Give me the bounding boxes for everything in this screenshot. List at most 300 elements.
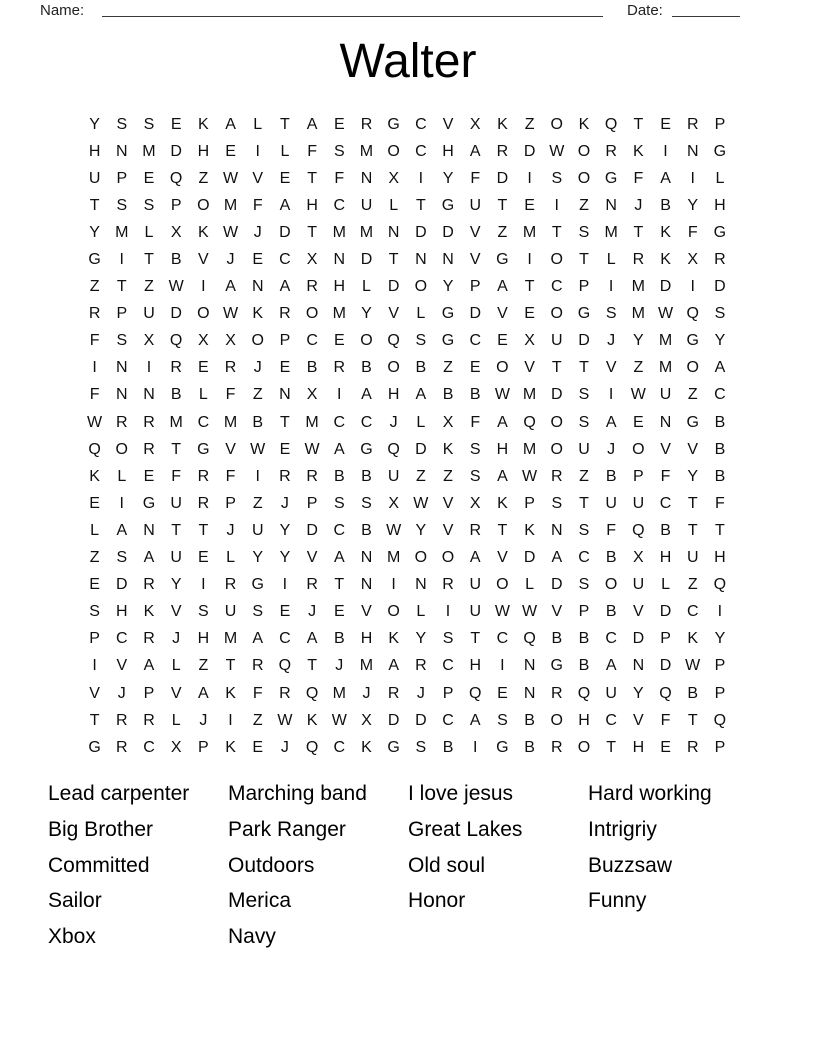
- grid-letter: J: [199, 711, 208, 729]
- grid-letter: S: [415, 332, 427, 350]
- grid-letter: D: [469, 305, 481, 323]
- grid-letter: T: [687, 494, 698, 512]
- grid-letter: B: [578, 657, 590, 675]
- grid-letter: Y: [633, 332, 644, 350]
- grid-letter: T: [307, 657, 317, 675]
- grid-letter: V: [687, 440, 699, 458]
- grid-letter: W: [413, 494, 429, 512]
- grid-letter: B: [469, 386, 481, 404]
- grid-letter: C: [333, 738, 346, 756]
- grid-letter: R: [551, 467, 563, 485]
- grid-letter: N: [523, 684, 536, 702]
- grid-letter: F: [334, 169, 345, 187]
- grid-letter: V: [469, 223, 481, 241]
- grid-letter: A: [279, 278, 291, 296]
- grid-letter: L: [198, 386, 208, 404]
- grid-letter: K: [306, 711, 318, 729]
- grid-letter: S: [333, 494, 345, 512]
- grid-letter: C: [686, 603, 699, 621]
- grid-letter: R: [686, 115, 699, 133]
- grid-letter: G: [686, 332, 699, 350]
- grid-letter: I: [92, 657, 97, 675]
- grid-letter: T: [388, 251, 399, 269]
- grid-letter: W: [549, 142, 565, 160]
- grid-letter: M: [658, 359, 673, 377]
- grid-letter: K: [660, 223, 671, 241]
- grid-letter: I: [608, 278, 614, 296]
- grid-letter: E: [143, 169, 155, 187]
- grid-letter: V: [633, 711, 644, 729]
- grid-letter: M: [522, 440, 537, 458]
- word-list-item: I love jesus: [408, 782, 514, 805]
- grid-letter: I: [527, 169, 532, 187]
- grid-letter: B: [714, 440, 726, 458]
- grid-letter: A: [469, 142, 481, 160]
- grid-letter: Y: [89, 223, 100, 241]
- grid-letter: E: [89, 576, 100, 594]
- grid-letter: N: [442, 251, 454, 269]
- grid-letter: W: [630, 386, 646, 404]
- grid-letter: S: [116, 196, 128, 214]
- grid-letter: R: [387, 684, 400, 702]
- grid-letter: Q: [387, 332, 400, 350]
- grid-letter: Q: [659, 684, 672, 702]
- grid-letter: H: [714, 196, 726, 214]
- grid-letter: P: [633, 467, 644, 485]
- grid-letter: E: [279, 359, 291, 377]
- grid-letter: K: [198, 223, 209, 241]
- grid-letter: R: [143, 711, 155, 729]
- grid-letter: V: [252, 169, 264, 187]
- grid-letter: I: [554, 196, 559, 214]
- word-list-column: [408, 776, 588, 955]
- grid-letter: B: [361, 467, 372, 485]
- grid-letter: B: [170, 386, 182, 404]
- grid-letter: Q: [278, 657, 292, 675]
- grid-letter: B: [361, 359, 372, 377]
- grid-letter: M: [359, 142, 374, 160]
- grid-letter: M: [386, 549, 401, 567]
- grid-letter: O: [360, 332, 373, 350]
- grid-letter: W: [250, 440, 266, 458]
- grid-letter: Q: [169, 332, 183, 350]
- grid-letter: I: [527, 251, 532, 269]
- word-list-column: [48, 776, 228, 955]
- grid-letter: E: [89, 494, 100, 512]
- grid-letter: Q: [713, 711, 727, 729]
- grid-letter: U: [469, 576, 481, 594]
- grid-letter: O: [251, 332, 264, 350]
- grid-letter: V: [497, 305, 508, 323]
- grid-letter: N: [116, 142, 128, 160]
- grid-letter: L: [715, 169, 725, 187]
- grid-letter: V: [497, 549, 508, 567]
- grid-letter: B: [524, 738, 535, 756]
- grid-letter: Z: [89, 278, 100, 296]
- grid-letter: A: [333, 549, 345, 567]
- grid-letter: F: [171, 467, 182, 485]
- grid-letter: D: [496, 169, 509, 187]
- grid-letter: U: [632, 576, 645, 594]
- grid-letter: H: [197, 142, 210, 160]
- grid-letter: E: [524, 305, 535, 323]
- grid-letter: Y: [415, 521, 427, 539]
- grid-letter: C: [659, 494, 672, 512]
- grid-letter: C: [279, 630, 291, 648]
- grid-letter: Z: [443, 467, 453, 485]
- grid-letter: Q: [632, 521, 645, 539]
- grid-letter: H: [116, 603, 128, 621]
- grid-letter: Q: [387, 440, 400, 458]
- grid-letter: U: [360, 196, 373, 214]
- grid-letter: A: [333, 440, 345, 458]
- grid-letter: R: [551, 684, 563, 702]
- grid-letter: P: [89, 630, 100, 648]
- grid-letter: O: [632, 440, 645, 458]
- grid-letter: Y: [279, 549, 291, 567]
- grid-letter: C: [116, 630, 128, 648]
- grid-letter: G: [387, 115, 400, 133]
- grid-letter: G: [604, 169, 618, 187]
- grid-letter: K: [687, 630, 699, 648]
- grid-letter: H: [578, 711, 590, 729]
- grid-letter: J: [634, 196, 643, 214]
- grid-letter: G: [686, 413, 699, 431]
- grid-letter: D: [632, 630, 645, 648]
- grid-letter: K: [578, 115, 590, 133]
- grid-letter: I: [92, 359, 97, 377]
- grid-letter: X: [469, 115, 481, 133]
- grid-letter: K: [633, 142, 644, 160]
- grid-letter: P: [198, 738, 209, 756]
- grid-letter: A: [605, 657, 617, 675]
- grid-letter: I: [228, 711, 233, 729]
- grid-letter: A: [469, 549, 481, 567]
- grid-letter: Z: [198, 169, 209, 187]
- grid-letter: P: [116, 305, 128, 323]
- grid-letter: M: [359, 657, 374, 675]
- grid-letter: P: [170, 196, 182, 214]
- grid-letter: D: [415, 440, 427, 458]
- grid-letter: L: [416, 305, 426, 323]
- word-list-item: Navy: [228, 925, 276, 949]
- grid-letter: T: [415, 196, 426, 214]
- word-list-item: Intrigriy: [588, 817, 657, 841]
- grid-letter: S: [578, 413, 590, 431]
- grid-letter: J: [335, 657, 344, 675]
- grid-letter: V: [89, 684, 100, 702]
- grid-letter: T: [198, 521, 209, 539]
- grid-letter: S: [469, 440, 481, 458]
- grid-letter: T: [551, 223, 562, 241]
- grid-letter: G: [197, 440, 210, 458]
- grid-letter: R: [197, 494, 210, 512]
- grid-letter: U: [605, 494, 617, 512]
- grid-letter: L: [606, 251, 616, 269]
- grid-letter: T: [633, 115, 644, 133]
- grid-letter: D: [714, 278, 726, 296]
- word-list-column: [588, 776, 768, 955]
- grid-letter: R: [224, 576, 237, 594]
- grid-letter: A: [252, 630, 264, 648]
- grid-letter: E: [633, 413, 644, 431]
- grid-letter: R: [116, 738, 128, 756]
- grid-letter: F: [89, 386, 100, 404]
- grid-letter: I: [255, 467, 260, 485]
- grid-letter: H: [306, 196, 318, 214]
- grid-letter: R: [605, 142, 617, 160]
- grid-letter: T: [307, 223, 317, 241]
- grid-letter: A: [116, 521, 128, 539]
- grid-letter: S: [551, 169, 563, 187]
- grid-letter: Y: [252, 549, 264, 567]
- grid-letter: J: [280, 494, 289, 512]
- grid-letter: F: [606, 521, 617, 539]
- grid-letter: G: [550, 657, 563, 675]
- grid-letter: S: [143, 196, 155, 214]
- grid-letter: J: [362, 684, 371, 702]
- grid-letter: C: [442, 657, 454, 675]
- grid-letter: N: [251, 278, 264, 296]
- grid-letter: K: [524, 521, 535, 539]
- grid-letter: O: [550, 413, 563, 431]
- grid-letter: F: [225, 386, 236, 404]
- grid-letter: X: [388, 169, 399, 187]
- grid-letter: J: [253, 223, 262, 241]
- grid-letter: S: [578, 223, 590, 241]
- word-list-item: Buzzsaw: [588, 853, 673, 877]
- grid-letter: B: [306, 359, 318, 377]
- grid-letter: U: [224, 603, 237, 621]
- grid-letter: R: [88, 305, 101, 323]
- grid-letter: U: [659, 386, 672, 404]
- grid-letter: W: [331, 711, 347, 729]
- grid-letter: G: [496, 738, 509, 756]
- grid-letter: R: [496, 142, 509, 160]
- grid-letter: A: [714, 359, 726, 377]
- grid-letter: S: [116, 332, 128, 350]
- grid-letter: O: [414, 549, 428, 567]
- grid-letter: B: [442, 738, 454, 756]
- grid-letter: L: [90, 521, 100, 539]
- grid-letter: F: [715, 494, 725, 512]
- grid-letter: B: [605, 603, 617, 621]
- grid-letter: G: [88, 738, 101, 756]
- word-list-item: Outdoors: [228, 853, 315, 877]
- grid-letter: B: [524, 711, 535, 729]
- grid-letter: A: [306, 630, 318, 648]
- grid-letter: V: [551, 603, 563, 621]
- grid-letter: K: [198, 115, 209, 133]
- grid-letter: R: [143, 413, 155, 431]
- grid-letter: R: [469, 521, 481, 539]
- grid-letter: I: [418, 169, 424, 187]
- grid-letter: H: [632, 738, 645, 756]
- grid-letter: G: [251, 576, 264, 594]
- word-list-item: Big Brother: [48, 817, 154, 841]
- grid-letter: C: [714, 386, 726, 404]
- grid-letter: F: [307, 142, 317, 160]
- grid-letter: V: [225, 440, 236, 458]
- grid-letter: Q: [686, 305, 699, 323]
- grid-letter: P: [660, 630, 671, 648]
- grid-letter: Y: [633, 684, 644, 702]
- grid-letter: E: [469, 359, 481, 377]
- grid-letter: F: [252, 196, 263, 214]
- grid-letter: T: [225, 657, 236, 675]
- grid-letter: X: [170, 223, 182, 241]
- grid-letter: I: [146, 359, 152, 377]
- grid-letter: T: [715, 521, 725, 539]
- grid-letter: E: [279, 440, 291, 458]
- grid-letter: C: [605, 711, 617, 729]
- grid-letter: T: [497, 521, 508, 539]
- grid-letter: D: [279, 223, 291, 241]
- grid-letter: T: [524, 278, 535, 296]
- word-list-item: Committed: [48, 853, 150, 877]
- grid-letter: V: [198, 251, 209, 269]
- grid-letter: R: [279, 684, 291, 702]
- grid-letter: E: [333, 603, 345, 621]
- grid-letter: W: [87, 413, 103, 431]
- grid-letter: K: [497, 494, 508, 512]
- grid-letter: I: [337, 386, 342, 404]
- grid-letter: T: [551, 359, 562, 377]
- grid-letter: T: [116, 278, 127, 296]
- grid-letter: F: [89, 332, 100, 350]
- grid-letter: D: [387, 278, 400, 296]
- grid-letter: R: [333, 359, 346, 377]
- grid-letter: R: [714, 251, 726, 269]
- grid-letter: N: [686, 142, 699, 160]
- grid-letter: K: [497, 115, 508, 133]
- grid-letter: N: [415, 576, 427, 594]
- grid-letter: G: [496, 251, 509, 269]
- grid-letter: U: [251, 521, 264, 539]
- grid-letter: L: [253, 115, 263, 133]
- grid-letter: T: [89, 196, 100, 214]
- grid-letter: P: [225, 494, 236, 512]
- word-list-item: Sailor: [48, 889, 102, 913]
- grid-letter: H: [360, 630, 373, 648]
- grid-letter: I: [119, 251, 124, 269]
- grid-letter: U: [686, 549, 699, 567]
- grid-letter: N: [551, 521, 563, 539]
- grid-letter: W: [304, 440, 320, 458]
- grid-letter: O: [686, 359, 699, 377]
- grid-letter: V: [170, 684, 182, 702]
- grid-letter: C: [442, 711, 454, 729]
- grid-letter: O: [550, 440, 563, 458]
- grid-letter: W: [168, 278, 184, 296]
- grid-letter: D: [523, 549, 536, 567]
- grid-letter: I: [663, 142, 668, 160]
- grid-letter: R: [143, 440, 155, 458]
- grid-letter: L: [525, 576, 535, 594]
- grid-letter: S: [578, 576, 590, 594]
- grid-letter: J: [416, 684, 425, 702]
- grid-letter: A: [198, 684, 209, 702]
- grid-letter: U: [143, 305, 155, 323]
- grid-letter: N: [387, 223, 400, 241]
- grid-letter: B: [442, 386, 454, 404]
- grid-letter: E: [198, 359, 209, 377]
- grid-letter: W: [657, 305, 674, 323]
- grid-letter: A: [497, 467, 508, 485]
- grid-letter: K: [252, 305, 264, 323]
- grid-letter: I: [500, 657, 505, 675]
- grid-letter: T: [171, 521, 182, 539]
- grid-letter: O: [577, 142, 591, 160]
- grid-letter: R: [279, 305, 291, 323]
- grid-letter: O: [604, 576, 618, 594]
- grid-letter: A: [306, 115, 318, 133]
- grid-letter: C: [333, 413, 346, 431]
- grid-letter: T: [280, 413, 290, 431]
- grid-letter: Z: [144, 278, 154, 296]
- grid-letter: P: [306, 494, 318, 512]
- grid-letter: S: [333, 142, 345, 160]
- grid-letter: B: [170, 251, 182, 269]
- grid-letter: Z: [687, 386, 698, 404]
- grid-letter: C: [415, 142, 427, 160]
- grid-letter: I: [282, 576, 288, 594]
- name-label: Name:: [40, 2, 85, 19]
- grid-letter: B: [605, 467, 617, 485]
- grid-letter: U: [469, 196, 481, 214]
- grid-letter: G: [88, 251, 101, 269]
- grid-letter: W: [222, 305, 239, 323]
- grid-letter: Q: [604, 115, 618, 133]
- grid-letter: I: [717, 603, 723, 621]
- grid-letter: L: [226, 549, 235, 567]
- grid-letter: S: [714, 305, 726, 323]
- grid-letter: Q: [468, 684, 482, 702]
- grid-letter: U: [170, 549, 182, 567]
- grid-letter: P: [442, 684, 454, 702]
- grid-letter: R: [551, 738, 563, 756]
- grid-letter: Y: [687, 196, 699, 214]
- date-label: Date:: [627, 2, 663, 19]
- grid-letter: N: [360, 549, 373, 567]
- grid-letter: W: [222, 223, 239, 241]
- grid-letter: X: [306, 251, 318, 269]
- grid-letter: Z: [579, 196, 589, 214]
- grid-letter: G: [577, 305, 591, 323]
- grid-letter: I: [119, 494, 124, 512]
- grid-letter: P: [578, 603, 590, 621]
- grid-letter: T: [280, 115, 290, 133]
- grid-letter: U: [632, 494, 645, 512]
- grid-letter: X: [388, 494, 399, 512]
- grid-letter: J: [226, 251, 235, 269]
- grid-letter: O: [387, 603, 400, 621]
- grid-letter: T: [470, 630, 481, 648]
- grid-letter: T: [687, 521, 698, 539]
- grid-letter: A: [225, 115, 236, 133]
- grid-letter: V: [605, 359, 617, 377]
- grid-letter: T: [334, 576, 345, 594]
- grid-letter: B: [714, 413, 726, 431]
- grid-letter: I: [255, 142, 260, 160]
- word-list-item: Lead carpenter: [48, 782, 190, 805]
- grid-letter: R: [143, 576, 155, 594]
- grid-letter: T: [606, 738, 617, 756]
- grid-letter: R: [170, 359, 182, 377]
- grid-letter: F: [470, 413, 481, 431]
- grid-letter: P: [578, 278, 590, 296]
- grid-letter: D: [170, 305, 182, 323]
